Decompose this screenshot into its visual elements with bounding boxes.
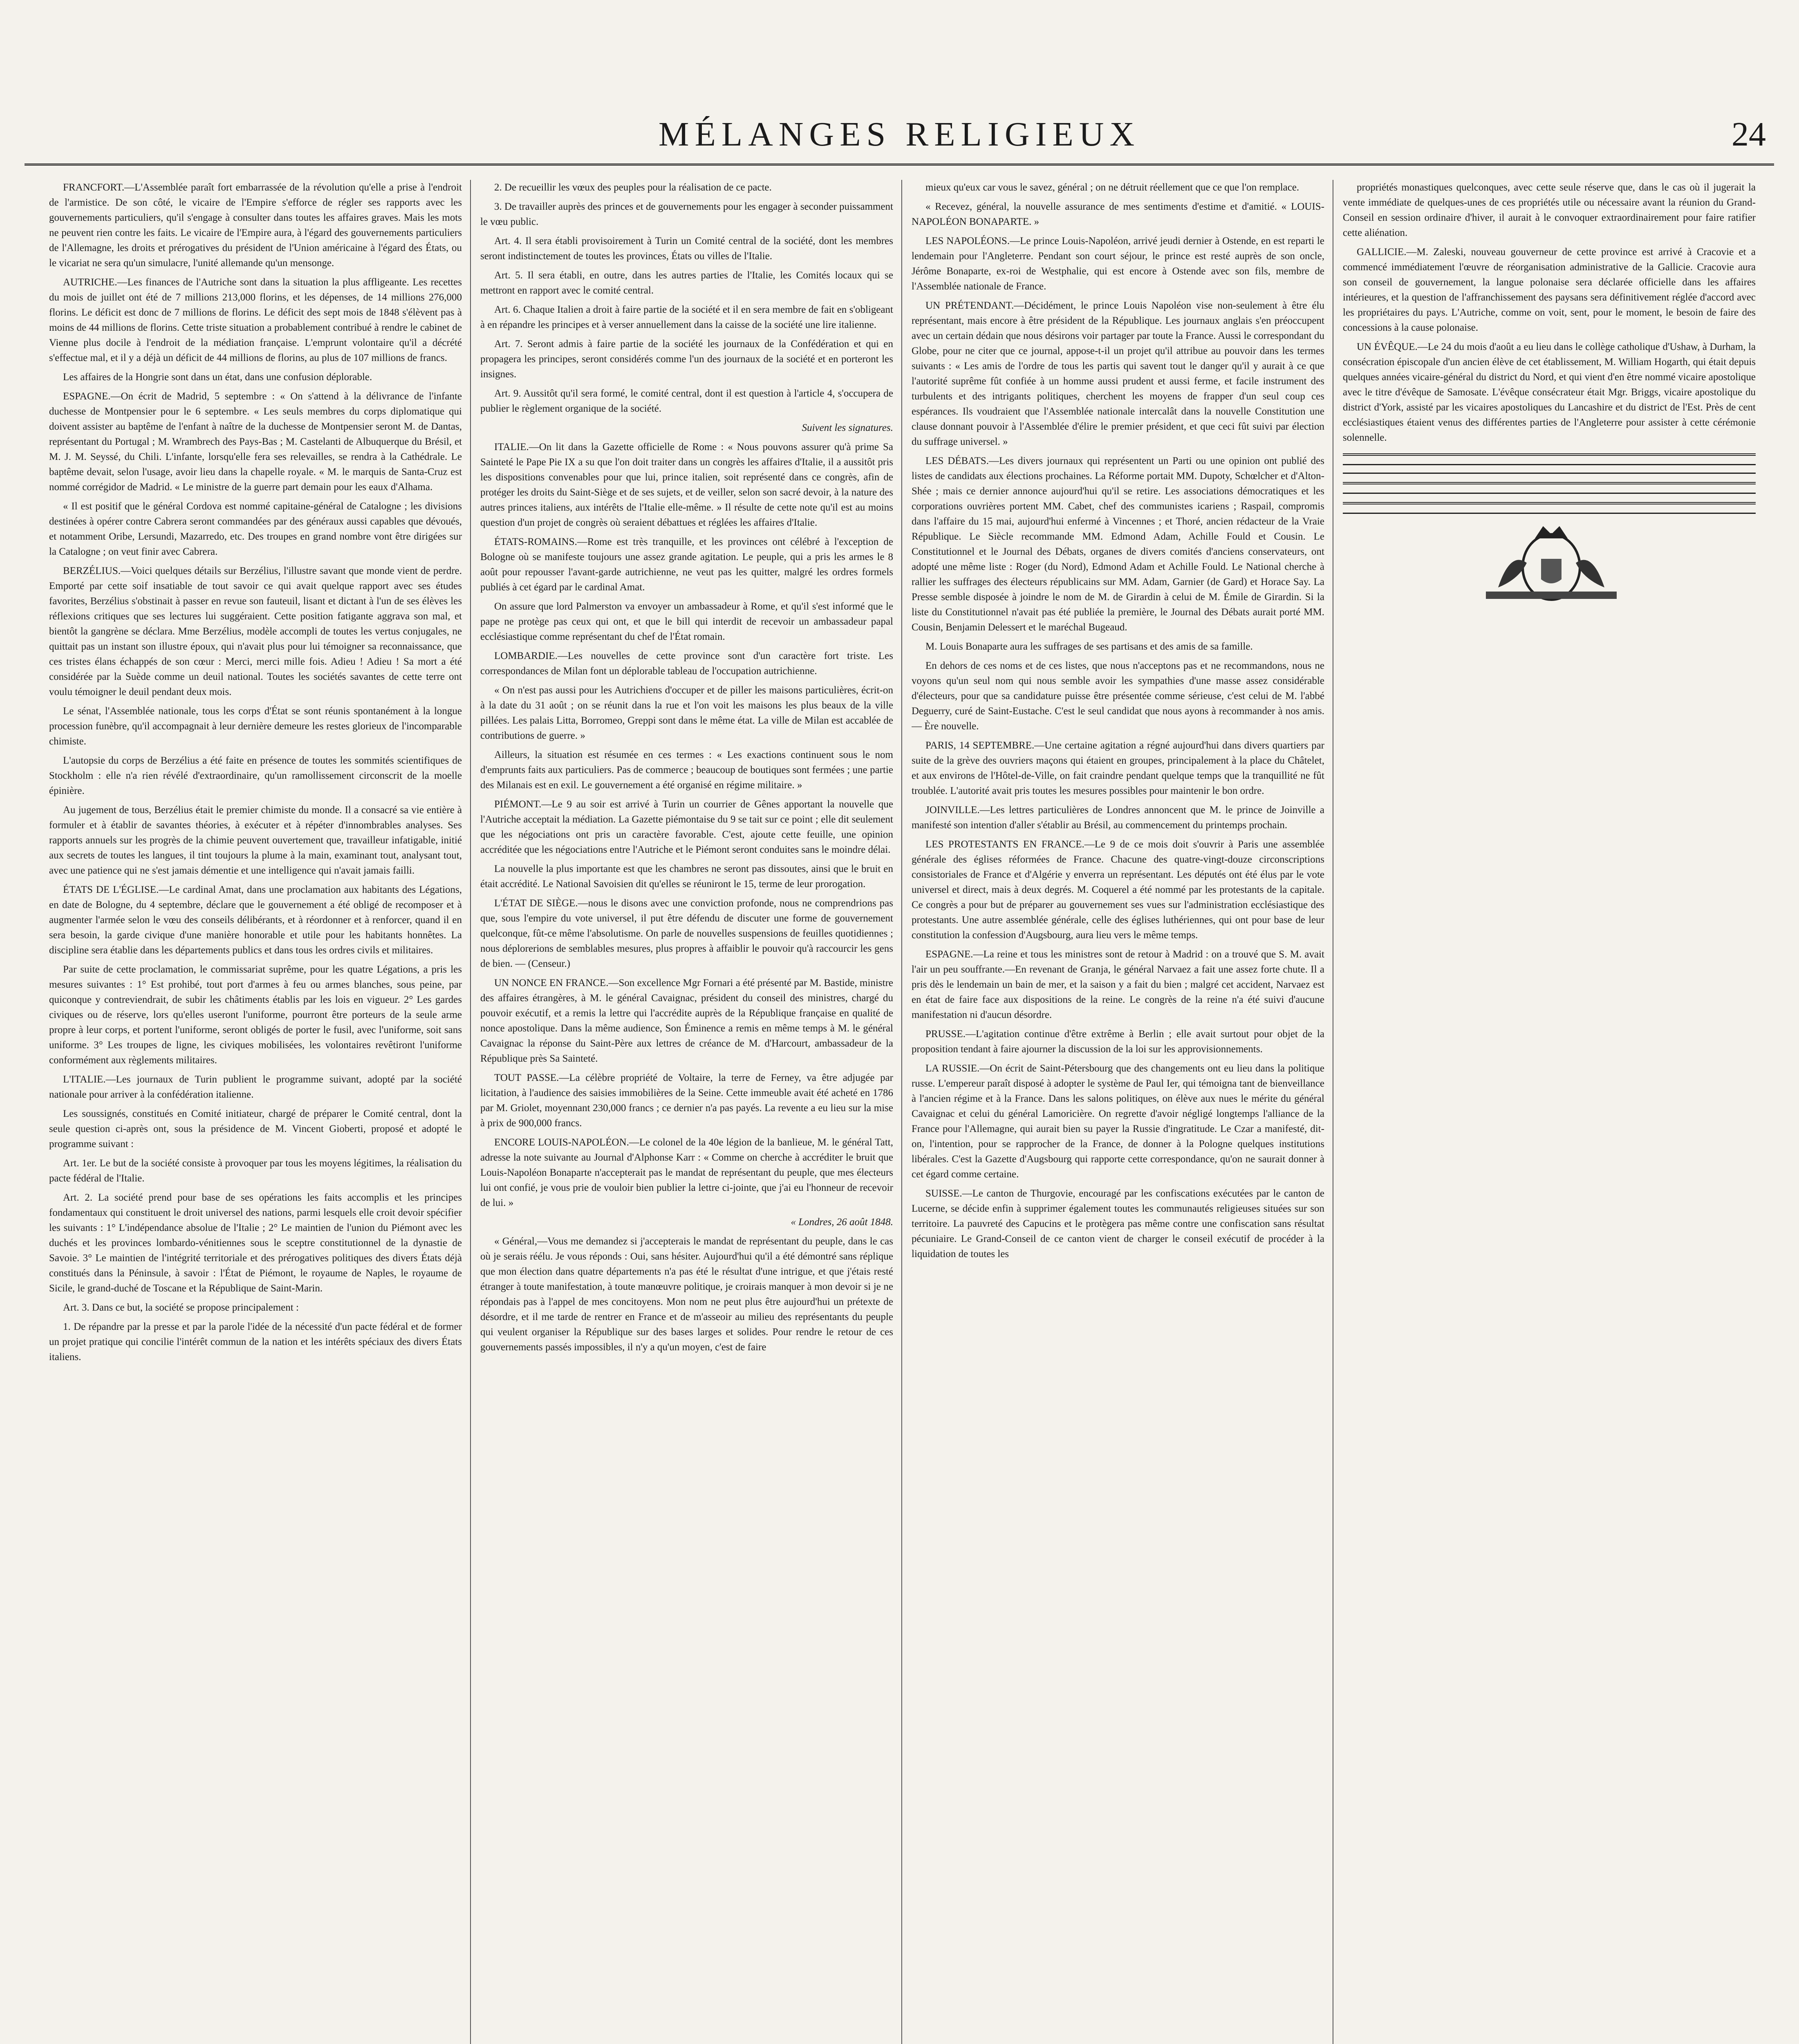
article-italie: L'ITALIE.—Les journaux de Turin publient le programme suivant, adopté par la société nationale pour arriver à la confédération italienne.: [49, 1074, 462, 1100]
article-pretendant: UN PRÉTENDANT.—Décidément, le prince Louis Napoléon vise non-seulement à être élu représentant, mais encore à être président de la République. Les journaux anglais s'en préoccupent avec un certain dédain que nous désirons voir partager par toute la France. Aussi le correspondant du Globe, pour ne citer que ce journal, appose-t-il un projet qu'il attribue au pouvoir dans les termes suivants : « Les amis de l'ordre de tous les partis qui savent tout le danger qu'il y aurait à ce que l'autorité suprême fût confiée à un homme aussi prudent et aussi ferme, et facile instrument des turbulents et des intrigants politiques, cherchent les moyens de frapper d'un seul coup ces espérances. Ils voudraient que l'Assemblée nationale intercalât dans la nouvelle Constitution une clause donnant pouvoir à l'Assemblée d'élire le premier président, et que ceci fût suivi par élection du suffrage universel. »: [912, 300, 1324, 447]
article-ailleurs: Ailleurs, la situation est résumée en ces termes : « Les exactions continuent sous le nom d'emprunts faits aux particuliers. Pas de commerce ; beaucoup de boutiques sont fermées ; une partie des Milanais est en exil. Le gouvernement a été organisé en régime militaire. »: [480, 749, 893, 791]
column-1: [49, 180, 462, 2044]
section-rule: [1343, 513, 1756, 514]
article-p2: 2. De recueillir les vœux des peuples pour la réalisation de ce pacte.: [494, 182, 772, 193]
page-title: MÉLANGES RELIGIEUX: [658, 115, 1140, 153]
article-napoleons: LES NAPOLÉONS.—Le prince Louis-Napoléon, arrivé jeudi dernier à Ostende, en est reparti le lendemain pour l'Angleterre. Pendant son court séjour, le prince est resté auprès de son oncle, Jérôme Bonaparte, ex-roi de Westphalie, qui est encore à Ostende avec son fils, membre de l'Assemblée nationale de France.: [912, 235, 1324, 292]
article-piemont: PIÉMONT.—Le 9 au soir est arrivé à Turin un courrier de Gênes apportant la nouvelle que l'Autriche acceptait la médiation. La Gazette piémontaise du 9 se tait sur ce point ; elle dit seulement que les négociations ont pris un caractère favorable. C'est, ajoute cette feuille, une opinion accréditée que les négociations entre l'Autriche et le Piémont seront conduites sans le moindre délai.: [480, 799, 893, 855]
article-art1: Art. 1er. Le but de la société consiste à provoquer par tous les moyens légitimes, la réalisation du pacte fédéral de l'Italie.: [49, 1158, 462, 1184]
article-chambres: La nouvelle la plus importante est que les chambres ne seront pas dissoutes, ainsi que le bruit en était accrédité. Le National Savoisien dit qu'elles se réuniront le 15, terme de leur prorogation.: [480, 863, 893, 890]
imprimerie-dropcap: [1343, 501, 1347, 503]
article-russie: LA RUSSIE.—On écrit de Saint-Pétersbourg que des changements ont eu lieu dans la politique russe. L'empereur paraît disposé à adopter le système de Paul Ier, qui témoigna tant de bienveillance à l'ancien régime et à la France. Dans les salons politiques, on élève aux nues le mérite du général Cavaignac et celui du général Lamoricière. On regrette d'avoir négligé longtemps l'alliance de la France pour l'Allemagne, qui aurait bien su payer la Russie d'ingratitude. Le Czar a manifesté, dit-on, l'intention, pour se rapprocher de la France, de donner à la Pologne quelques institutions libérales. C'est la Gazette d'Augsbourg qui rapporte cette correspondance, qu'on ne saurait donner à cet égard comme certaine.: [912, 1063, 1324, 1180]
section-rule: [1343, 502, 1756, 504]
section-rule: [1343, 453, 1756, 456]
article-letter-sign: « Recevez, général, la nouvelle assurance de mes sentiments d'estime et d'amitié. « LOUIS-NAPOLÉON BONAPARTE. »: [912, 201, 1324, 227]
section-rule: [1343, 473, 1756, 474]
article-art2: Art. 2. La société prend pour base de ses opérations les faits accomplis et les principes fondamentaux qui constituent le droit universel des nations, parmi lesquels elle croit devoir spécifier les suivants : 1° L'indépendance absolue de l'Italie ; 2° Le maintien de l'union du Piémont avec les duchés et les provinces lombardo-vénitiennes sous le sceptre constitutionnel de la dynastie de Savoie. 3° Le maintien de l'intégrité territoriale et des prérogatives politiques des divers États déjà constitués dans la Péninsule, à savoir : l'État de Piémont, le royaume de Naples, le royaume de Sicile, le grand-duché de Toscane et la République de Saint-Marin.: [49, 1192, 462, 1294]
article-francfort: FRANCFORT.—L'Assemblée paraît fort embarrassée de la révolution qu'elle a prise à l'endroit de l'armistice. De son côté, le vicaire de l'Empire s'efforce de régler ses rapports avec les gouvernements particuliers, qu'il s'engage à consulter dans toutes les affaires graves. Mais les mots ne peuvent rien contre les faits. Le vicaire de l'Empire aura, à l'égard des gouvernements particuliers de l'Allemagne, les droits et prérogatives du président de l'Union américaine à l'égard des États, ou le vicariat ne sera qu'un simulacre, l'unité allemande qu'un mensonge.: [49, 182, 462, 269]
article-louis-napoleon: ENCORE LOUIS-NAPOLÉON.—Le colonel de la 40e légion de la banlieue, M. le général Tatt, adresse la note suivante au Journal d'Alphonse Karr : « Comme on cherche à accréditer le bruit que Louis-Napoléon Bonaparte n'accepterait pas le mandat de représentant du peuple, que mes électeurs lui ont confié, je vous prie de vouloir bien publier la lettre ci-jointe, que j'ai eu l'honneur de recevoir de lui. »: [480, 1137, 893, 1208]
column-2: [480, 180, 893, 2044]
article-prusse: PRUSSE.—L'agitation continue d'être extrême à Berlin ; elle avait surtout pour objet de la proposition tendant à faire ajourner la discussion de la loi sur les approvisionnements.: [912, 1029, 1324, 1055]
article-p3: 3. De travailler auprès des princes et de gouvernements pour les engager à seconder puissamment le vœu public.: [480, 201, 893, 227]
column-divider: [470, 180, 471, 2044]
article-autriche: AUTRICHE.—Les finances de l'Autriche sont dans la situation la plus affligeante. Les recettes du mois de juillet ont été de 7 millions 213,000 florins, et les dépenses, de 14 millions 276,000 florins. Le déficit est donc de 7 millions de florins. Le déficit des sept mois de 1848 s'élèvent pas à moins de 44 millions de florins. Cette triste situation a probablement contribué à rendre le cabinet de Vienne plus docile à l'endroit de la médiation française. L'emprunt volontaire qu'il a décrété s'effectue mal, et il y a déjà un déficit de 44 millions de florins, au plus de 107 millions de francs.: [49, 277, 462, 363]
article-etats-romains: ÉTATS-ROMAINS.—Rome est très tranquille, et les provinces ont célébré à l'exception de Bologne où se manifeste toujours une assez grande agitation. Le peuple, qui a pris les armes le 8 août pour repousser l'avant-garde autrichienne, ne veut pas les quitter, malgré les ordres formels publiés à cet égard par le cardinal Amat.: [480, 536, 893, 593]
signatures-note: Suivent les signatures.: [802, 422, 893, 433]
column-divider: [901, 180, 902, 2044]
article-mesures: Par suite de cette proclamation, le commissariat suprême, pour les quatre Légations, a pris les mesures suivantes : 1° Est prohibé, tout port d'armes à feu ou armes blanches, sous peine, par quiconque y contreviendrait, de subir les châtiments établis par les lois en vigueur. 2° Les gardes civiques ou de réserve, lors qu'elles useront l'uniforme, pourront être porteurs de la seule arme propre à leur corps, et portent l'uniforme, seront obligés de porter le fusil, avec l'uniforme, soit sans uniforme. 3° Les troupes de ligne, les civiques mobilisées, les volontaires revêtiront l'uniforme conformément aux règlements militaires.: [49, 964, 462, 1066]
article-suisse: SUISSE.—Le canton de Thurgovie, encouragé par les confiscations exécutées par le canton de Lucerne, se décide enfin à supprimer également toutes les communautés religieuses situées sur son territoire. La pauvreté des Capucins et le protègera pas même contre une confiscation sans résultat pécuniaire. Le Grand-Conseil de ce canton vient de charger le conseil exécutif de procéder à la liquidation de toutes les: [912, 1188, 1324, 1260]
article-general-letter: « Général,—Vous me demandez si j'accepterais le mandat de représentant du peuple, dans le cas où je serais réélu. Je vous réponds : Oui, sans hésiter. Aujourd'hui qu'il a été démontré sans réplique que mon élection dans quatre départements n'a pas été le résultat d'une intrigue, et que j'étais resté étranger à toute manifestation, à toute manœuvre politique, je croirais manquer à mon devoir si je ne répondais pas à l'appel de mes concitoyens. Mon nom ne peut plus être aujourd'hui un prétexte de désordre, et il me tarde de rentrer en France et de m'asseoir au milieu des représentants du peuple qui veulent organiser la République sur des bases larges et solides. Pour rendre le retour de ces gouvernements passés impossibles, il n'y a qu'un moyen, c'est de faire: [480, 1236, 893, 1353]
section-rule: [1343, 464, 1756, 465]
article-senat: Le sénat, l'Assemblée nationale, tous les corps d'État se sont réunis spontanément à la longue procession funèbre, qu'il accompagnait à leur dernière demeure les restes glorieux de l'incomparable chimiste.: [49, 706, 462, 747]
article-lombardie: LOMBARDIE.—Les nouvelles de cette province sont d'un caractère fort triste. Les correspondances de Milan font un déplorable tableau de l'occupation autrichienne.: [480, 650, 893, 677]
article-espagne: ESPAGNE.—On écrit de Madrid, 5 septembre : « On s'attend à la délivrance de l'infante duchesse de Montpensier pour le 6 septembre. « Les seuls membres du corps diplomatique qui doivent assister au baptême de l'enfant à naître de la duchesse de Montpensier seront M. de Dantas, représentant du Portugal ; M. Wrambrech des Pays-Bas ; M. Castelanti de Albuquerque du Brésil, et M. J. M. Seyssé, du Chili. L'infante, lorsqu'elle fera ses relevailles, se rendra à la Cathédrale. Le baptême devait, selon l'usage, avoir lieu dans la chapelle royale. « M. le marquis de Santa-Cruz est nommé corrégidor de Madrid. « Le ministre de la guerre part demain pour les eaux d'Alhama.: [49, 391, 462, 493]
article-hongrie: Les affaires de la Hongrie sont dans un état, dans une confusion déplorable.: [63, 372, 372, 383]
article-art6: Art. 6. Chaque Italien a droit à faire partie de la société et il en sera membre de fait en s'obligeant à en répandre les principes et à verser annuellement dans la caisse de la société une lire italienne.: [480, 304, 893, 330]
masthead: [25, 102, 1774, 151]
royal-crest-icon: [1474, 522, 1629, 604]
article-joinville: JOINVILLE.—Les lettres particulières de Londres annoncent que M. le prince de Joinville a manifesté son intention d'aller s'établir au Brésil, au commencement du printemps prochain.: [912, 805, 1324, 831]
masthead-rule: [25, 164, 1774, 166]
article-etats-eglise: ÉTATS DE L'ÉGLISE.—Le cardinal Amat, dans une proclamation aux habitants des Légations, en date de Bologne, du 4 septembre, déclare que le gouvernement a été obligé de recomposer et à augmenter l'armée selon le vœu des conseils délibérants, et à réordonner et à renforcer, quand il en sera besoin, la garde civique d'une manière honorable et utile pour les habitants honnêtes. La discipline sera établie dans les départements publics et dans tous les ordres civils et militaires.: [49, 884, 462, 956]
article-art7: Art. 7. Seront admis à faire partie de la société les journaux de la Confédération et qui en propagera les principes, seront considérés comme l'un des journaux de la société et en porteront les insignes.: [480, 338, 893, 380]
article-eveque: UN ÉVÊQUE.—Le 24 du mois d'août a eu lieu dans le collège catholique d'Ushaw, à Durham, la consécration épiscopale d'un ancien élève de cet établissement, M. William Hogarth, qui était depuis quelques années vicaire-général du district du Nord, et qui vient d'en être nommé vicaire apostolique avec le titre d'évêque de Samosate. L'évêque consécrateur était Mgr. Briggs, vicaire apostolique du district d'York, assisté par les vicaires apostoliques du Lancashire et du district de l'Est. Près de cent ecclésiastiques étaient venus des différentes parties de l'Angleterre pour assister à cette cérémonie solennelle.: [1343, 341, 1756, 443]
article-tout-passe: TOUT PASSE.—La célèbre propriété de Voltaire, la terre de Ferney, va être adjugée par licitation, à l'audience des saisies immobilières de la Seine. Cette immeuble avait été acheté en 1786 par M. Griolet, moyennant 230,000 francs ; ce dernier n'a pas payés. La revente a eu lieu sur la mise à prix de 900,000 francs.: [480, 1072, 893, 1129]
article-letter-end: mieux qu'eux car vous le savez, général ; on ne détruit réellement que ce que l'on remplace.: [925, 182, 1299, 193]
article-proprietes: propriétés monastiques quelconques, avec cette seule réserve que, dans le cas où il jugerait la vente immédiate de quelques-unes de ces propriétés utile ou nécessaire avant la réunion du Grand-Conseil en session ordinaire d'hiver, il aurait à le convoquer extraordinairement pour faire ratifier cette aliénation.: [1343, 182, 1756, 238]
letter-date: « Londres, 26 août 1848.: [791, 1217, 893, 1228]
bureau-dropcap: [1343, 608, 1347, 610]
article-chimiste: Au jugement de tous, Berzélius était le premier chimiste du monde. Il a consacré sa vie entière à formuler et à établir de savantes théories, à exécuter et à répéter d'innombrables analyses. Ses rapports annuels sur les progrès de la chimie peuvent ouvertement que, travailleur infatigable, initié aux secrets de toutes les langues, il tint toujours la plume à la main, examinant tout, analysant tout, avec une patience qui ne s'est jamais démentie et une intelligence qui n'avait jamais failli.: [49, 805, 462, 876]
column-3: [912, 180, 1324, 2044]
article-espagne-2: ESPAGNE.—La reine et tous les ministres sont de retour à Madrid : on a trouvé que S. M. avait l'air un peu souffrante.—En revenant de Granja, le général Narvaez a fait une assez forte chute. Il a pris dès le lendemain un bain de mer, et la saison y a fait du bien ; malgré cet accident, Narvaez est en état de faire face aux dispositions de la reine. Le congrès de la reine n'a été suivi d'aucune manifestation ni d'aucun désordre.: [912, 949, 1324, 1020]
article-catalogne: « Il est positif que le général Cordova est nommé capitaine-général de Catalogne ; les divisions destinées à opérer contre Cabrera seront commandées par des généraux aussi capables que dévoués, et notamment Oribe, Lersundi, Mazarredo, etc. Des troupes en grand nombre vont être dirigées sur la Catalogne ; on veut finir avec Cabrera.: [49, 501, 462, 557]
article-protestants: LES PROTESTANTS EN FRANCE.—Le 9 de ce mois doit s'ouvrir à Paris une assemblée générale des églises réformées de France. Chacune des quatre-vingt-douze circonscriptions consistoriales de France et d'Algérie y enverra un représentant. Les députés ont été élus par le vote universel et direct, mais à deux degrés. M. Coquerel a été nommé par les protestants de la capitale. Ce congrès a pour but de préparer au gouvernement ses vues sur l'administration ecclésiastique des protestants. Une autre assemblée générale, celle des églises luthériennes, qui ont pour base de leur constitution la confession d'Augsbourg, aura lieu vers le même temps.: [912, 839, 1324, 941]
article-berzelius: BERZÉLIUS.—Voici quelques détails sur Berzélius, l'illustre savant que monde vient de perdre. Emporté par cette soif insatiable de tout savoir ce qui avait quelque rapport avec ses études favorites, Berzélius s'obstinait à passer en revue son fauteuil, lisant et dictant à l'un de ses élèves les réflexions critiques que ses lectures lui suggéraient. Cette position fatigante aggrava son mal, et bientôt la gangrène se déclara. Mme Berzélius, modèle accompli de toutes les vertus conjugales, ne quittait pas un instant son illustre époux, qui n'avait plus pour lui témoigner sa reconnaissance, que ces tristes élans échappés de son cœur : Merci, merci mille fois. Adieu ! Adieu ! Sa mort a été considérée par la Suède comme un deuil national. Toutes les sociétés savantes de cette terre ont voulu témoigner le deuil pendant deux mois.: [49, 565, 462, 697]
column-4: [1343, 180, 1756, 2044]
article-art5: Art. 5. Il sera établi, en outre, dans les autres parties de l'Italie, les Comités locaux qui se mettront en rapport avec le comité central.: [480, 270, 893, 296]
article-art3-1: 1. De répandre par la presse et par la parole l'idée de la nécessité d'un pacte fédéral et de former un projet pratique qui concilie l'intérêt commun de la nation et les intérêts spéciaux des divers États italiens.: [49, 1321, 462, 1363]
article-debats: LES DÉBATS.—Les divers journaux qui représentent un Parti ou une opinion ont publié des listes de candidats aux élections prochaines. La Réforme portait MM. Dupoty, Schœlcher et d'Alton-Shée ; mais ce dernier annonce aujourd'hui qu'il se retire. Les associations démocratiques et les corporations ouvrières portent MM. Cabet, chef des communistes icariens ; Raspail, compromis dans l'affaire du 15 mai, aujourd'hui enfermé à Vincennes ; et Thoré, ancien rédacteur de la Vraie République. Le Siècle recommande MM. Edmond Adam, Achille Fould et Cousin. Le Constitutionnel et le Journal des Débats, organes de divers comités d'anciens conservateurs, ont adopté une même liste : Roger (du Nord), Edmond Adam et Achille Fould. Le National cherche à rallier les suffrages des électeurs républicains sur MM. Adam, Garnier (de Gard) et Horace Say. La Presse semble disposée à joindre le nom de M. de Girardin à celui de M. Émile de Girardin. Si la liste du Constitutionnel n'avait pas été publiée la première, le Journal des Débats aurait porté MM. Cousin, Benjamin Delessert et le maréchal Bugeaud.: [912, 455, 1324, 633]
article-deguerry: En dehors de ces noms et de ces listes, que nous n'acceptons pas et ne recommandons, nous ne voyons qu'un seul nom qui nous semble avoir les sympathies d'une masse assez considérable d'électeurs, pour que sa candidature puisse être présentée comme sérieuse, c'est celui de M. l'abbé Deguerry, curé de Saint-Eustache. C'est le seul candidat que nous ayons à recommander à nos amis. — Ère nouvelle.: [912, 660, 1324, 732]
article-milan: « On n'est pas aussi pour les Autrichiens d'occuper et de piller les maisons particulières, écrit-on à la date du 31 août ; on se réunit dans la rue et l'on voit les maisons les plus beaux de la ville pillées. Les palais Litta, Borromeo, Greppi sont dans le même état. La ville de Milan est accablée de contributions de guerre. »: [480, 685, 893, 741]
article-nonce: UN NONCE EN FRANCE.—Son excellence Mgr Fornari a été présenté par M. Bastide, ministre des affaires étrangères, à M. le général Cavaignac, président du conseil des ministres, chargé du pouvoir exécutif, et a remis la lettre qui l'accrédite auprès de la République française en qualité de nonce apostolique. Dans la même audience, Son Éminence a remis en même temps à M. le général Cavaignac la réponse du Saint-Père aux lettres de créance de M. d'Harcourt, ambassadeur de la République près Sa Sainteté.: [480, 977, 893, 1064]
section-rule: [1343, 493, 1756, 494]
article-art9: Art. 9. Aussitôt qu'il sera formé, le comité central, dont il est question à l'article 4, s'occupera de publier le règlement organique de la société.: [480, 388, 893, 414]
article-art3: Art. 3. Dans ce but, la société se propose principalement :: [63, 1302, 299, 1313]
article-paris: PARIS, 14 SEPTEMBRE.—Une certaine agitation a régné aujourd'hui dans divers quartiers par suite de la grève des ouvriers maçons qui étaient en groupes, principalement à la place du Châtelet, et aux environs de l'Hôtel-de-Ville, on fait craindre pendant quelque temps que la tranquillité ne fût troublée. L'autorité avait pris toutes les mesures possibles pour maintenir le bon ordre.: [912, 740, 1324, 796]
article-gallicie: GALLICIE.—M. Zaleski, nouveau gouverneur de cette province est arrivé à Cracovie et a commencé immédiatement l'œuvre de réorganisation administrative de la Gallicie. Cracovie aura son conseil de gouvernement, la langue polonaise sera déclarée officielle dans les affaires intérieures, et la question de l'affranchissement des paysans sera définitivement réglée d'accord avec les propriétaires du pays. L'Autriche, comme on voit, sent, pour le moment, le besoin de faire des concessions à la cause polonaise.: [1343, 247, 1756, 333]
avis-dropcap: [1343, 493, 1347, 494]
section-rule: [1343, 482, 1756, 484]
article-bonaparte: M. Louis Bonaparte aura les suffrages de ses partisans et des amis de sa famille.: [925, 641, 1253, 652]
page-number: 24: [1732, 115, 1766, 153]
article-palmerston: On assure que lord Palmerston va envoyer un ambassadeur à Rome, et qu'il s'est informé que le pape ne protège pas ceux qui ont, et que le bill qui interdit de recevoir un ambassadeur papal ecclésiastique comme représentant du chef de l'État romain.: [480, 601, 893, 642]
article-comite: Les soussignés, constitués en Comité initiateur, chargé de préparer le Comité central, dont la seule question ci-après ont, sous la présidence de M. Vincent Gioberti, proposé et adopté le programme suivant :: [49, 1108, 462, 1150]
article-autopsie: L'autopsie du corps de Berzélius a été faite en présence de toutes les sommités scientifiques de Stockholm : elle n'a rien révélé d'extraordinaire, qu'un ramollissement circonscrit de la moelle épinière.: [49, 755, 462, 796]
article-etat-siege: L'ÉTAT DE SIÈGE.—nous le disons avec une conviction profonde, nous ne comprendrions pas que, sous l'empire du vote universel, il put être défendu de discuter une forme de gouvernement quelconque, fût-ce même l'absolutisme. On parle de nouvelles suspensions de feuilles quotidiennes ; nous déplorerions de semblables mesures, plus propres à affaiblir le pouvoir qu'à raccourcir les gens de bien. — (Censeur.): [480, 898, 893, 969]
article-italie-rome: ITALIE.—On lit dans la Gazette officielle de Rome : « Nous pouvons assurer qu'à prime Sa Sainteté le Pape Pie IX a su que l'on doit traiter dans un congrès les affaires d'Italie, il a aussitôt pris les dispositions convenables pour que lui, prince italien, soit représenté dans ce congrès, afin de protéger les droits du Saint-Siège et de ses sujets, et de veiller, selon son sacré devoir, à la nature des autres princes italiens, aux intérêts de l'Italie elle-même. » Il résulte de cette note qu'il est au moins question d'un projet de congrès où seraient débattues et réglées les affaires d'Italie.: [480, 442, 893, 528]
boivin-dropcap: [1343, 522, 1347, 524]
article-art4: Art. 4. Il sera établi provisoirement à Turin un Comité central de la société, dont les membres seront indistinctement de toutes les provinces, États ou villes de l'Italie.: [480, 235, 893, 262]
